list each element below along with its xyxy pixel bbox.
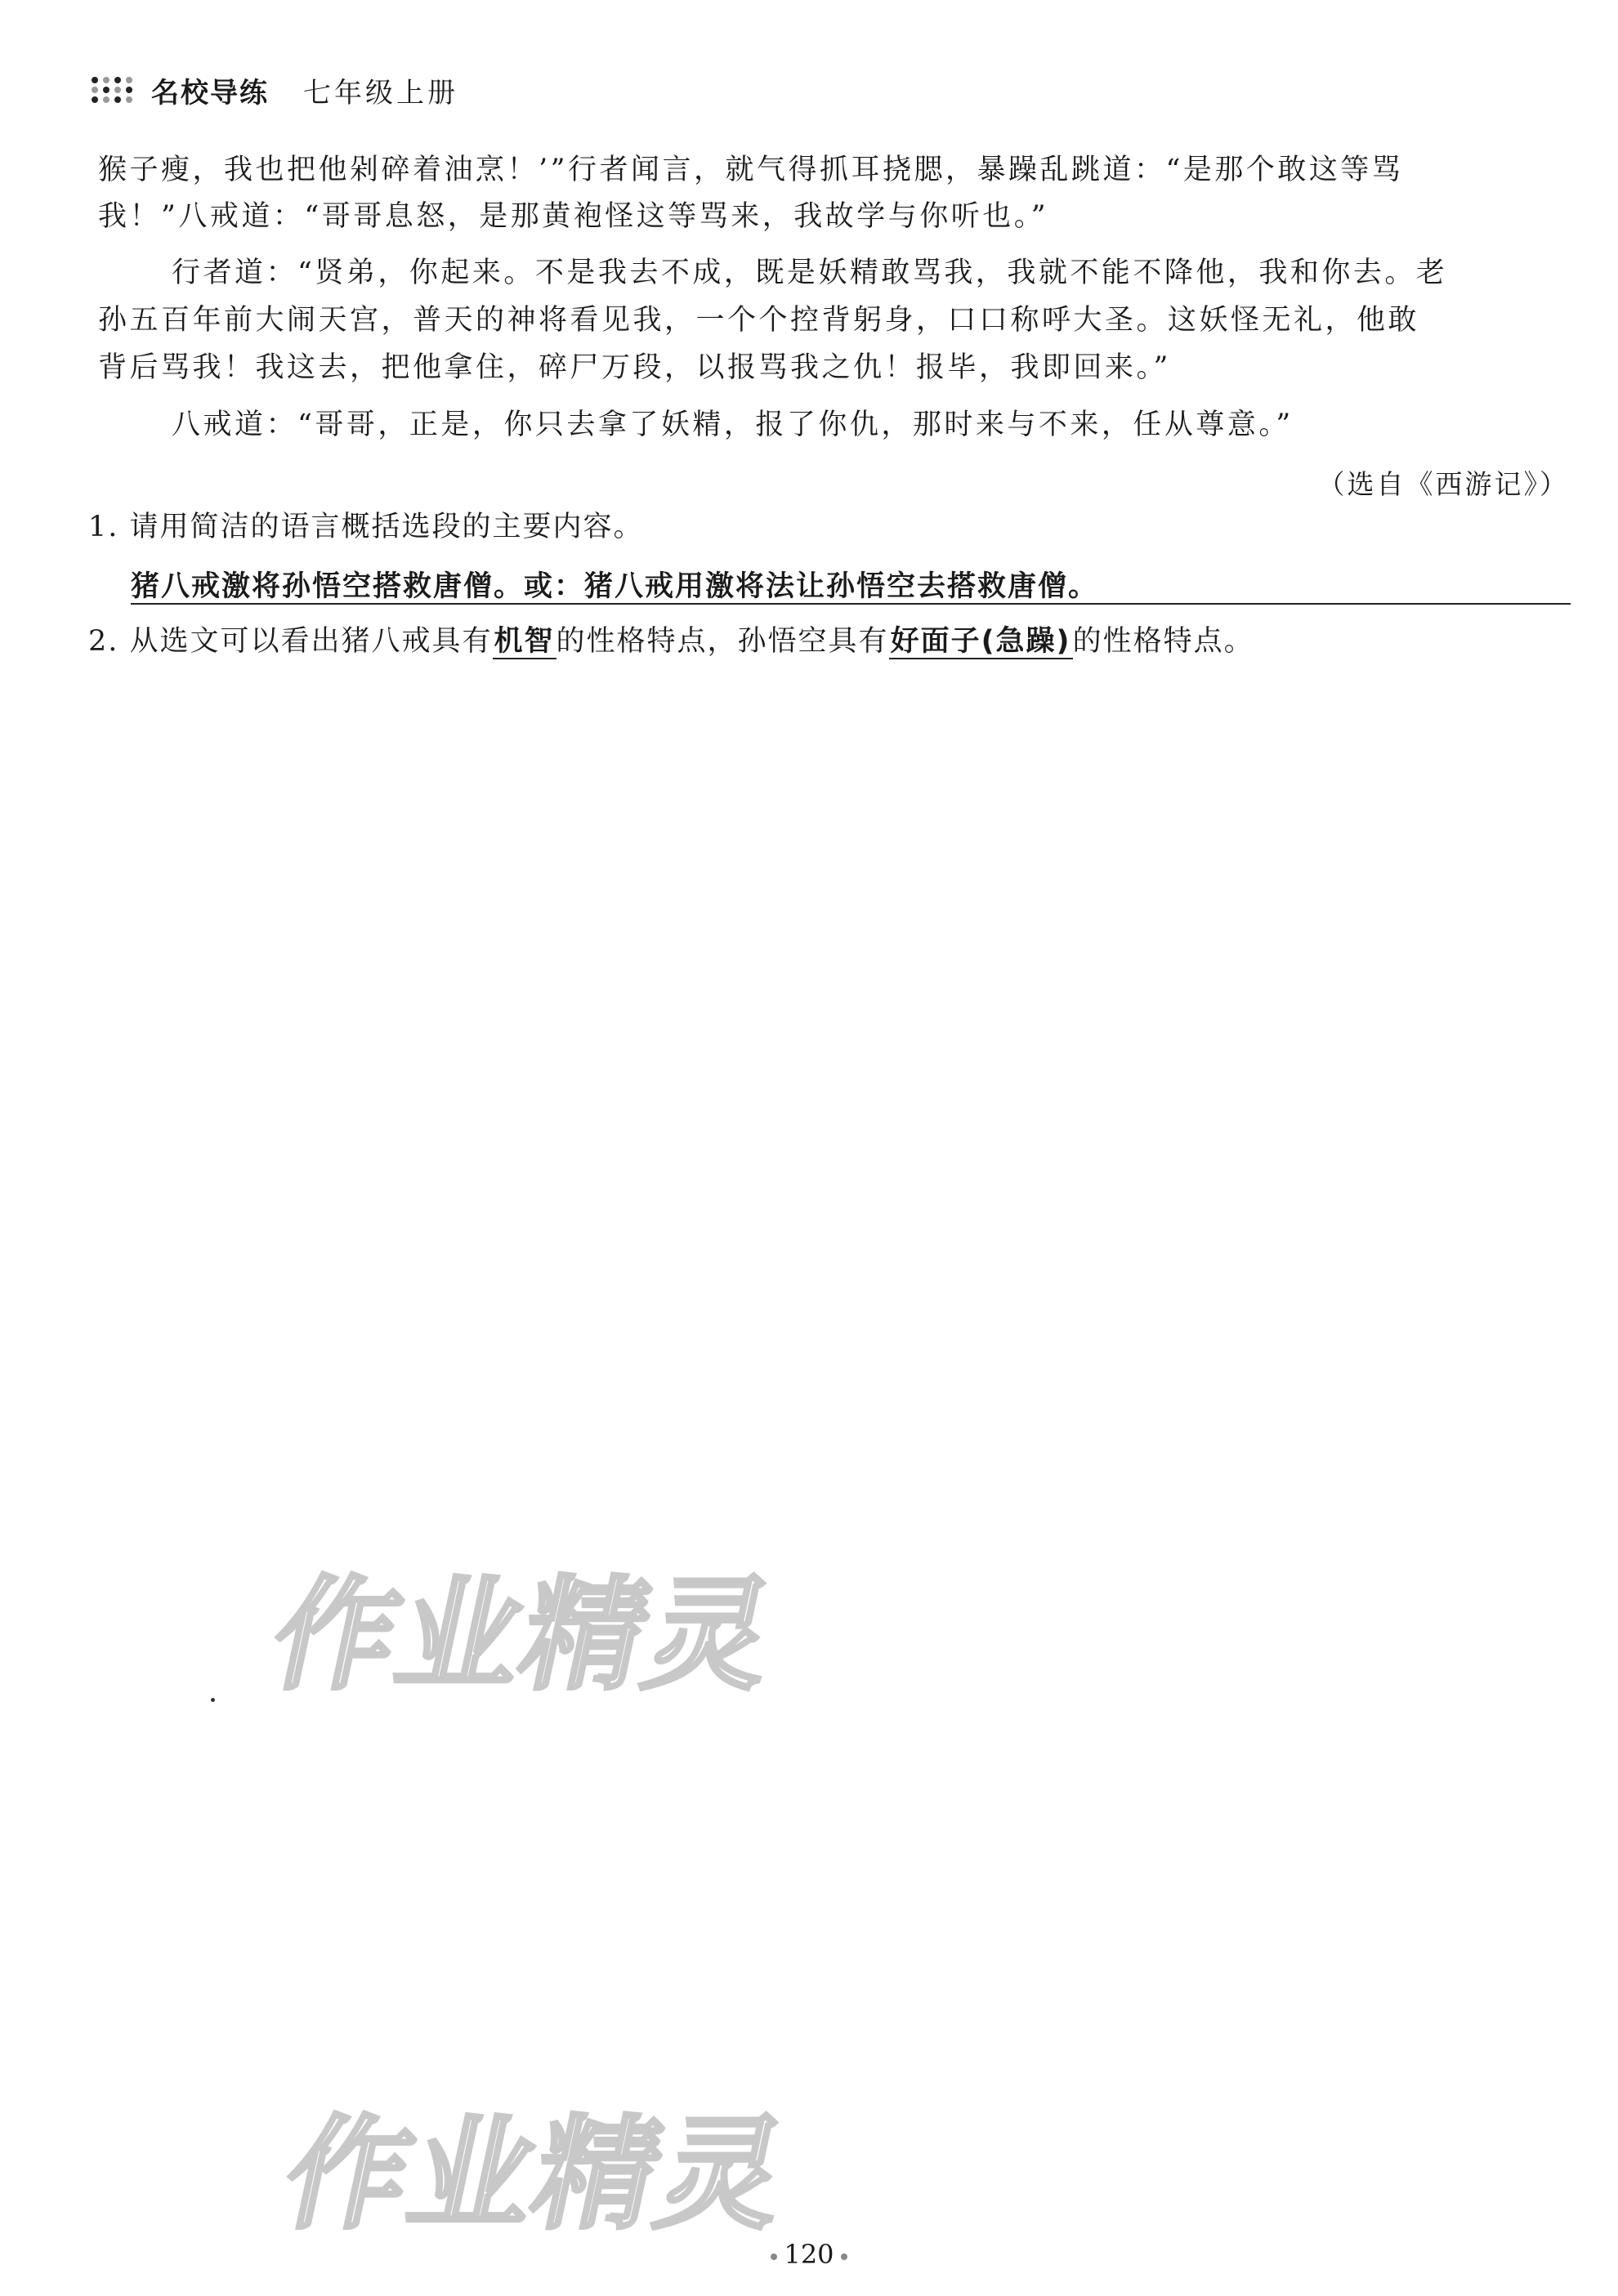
passage-line: 猴子瘦，我也把他剁碎着油烹！’”行者闻言，就气得抓耳挠腮，暴躁乱跳道：“是那个敢这等骂	[98, 154, 1404, 186]
question-2-prefix: 2. 从选文可以看出猪八戒具有	[88, 625, 493, 658]
page-number-value: 120	[784, 2239, 834, 2270]
answer-line	[131, 564, 1571, 605]
passage-source: （选自《西游记》）	[1317, 468, 1569, 500]
series-title: 名校导练	[151, 76, 269, 109]
question-2	[88, 625, 1254, 658]
page-number	[0, 2239, 1618, 2270]
scan-speck	[211, 1698, 215, 1702]
passage-line: 行者道：“贤弟，你起来。不是我去不成，既是妖精敢骂我，我就不能不降他，我和你去。老	[172, 257, 1448, 289]
question-2-suffix: 的性格特点。	[1072, 625, 1254, 658]
answer-1: 猪八戒激将孙悟空搭救唐僧。或：猪八戒用激将法让孙悟空去搭救唐僧。	[131, 570, 1099, 603]
answer-blank-2: 好面子(急躁)	[890, 625, 1071, 658]
question-1: 1. 请用简洁的语言概括选段的主要内容。	[88, 511, 644, 543]
passage-line: 八戒道：“哥哥，正是，你只去拿了妖精，报了你仇，那时来与不来，任从尊意。”	[172, 409, 1294, 441]
passage-line: 背后骂我！我这去，把他拿住，碎尸万段，以报骂我之仇！报毕，我即回来。”	[98, 351, 1171, 384]
passage-line: 我！”八戒道：“哥哥息怒，是那黄袍怪这等骂来，我故学与你听也。”	[98, 200, 1049, 233]
passage-line: 孙五百年前大闹天宫，普天的神将看见我，一个个控背躬身，口口称呼大圣。这妖怪无礼，他敢	[98, 304, 1420, 337]
watermark: 作业精灵	[272, 2104, 800, 2246]
dots-logo-icon	[92, 77, 133, 103]
question-2-middle: 的性格特点，孙悟空具有	[556, 625, 889, 658]
grade-label: 七年级上册	[303, 76, 458, 109]
watermark: 作业精灵	[260, 1565, 788, 1707]
page-header	[92, 65, 458, 114]
answer-blank-1: 机智	[494, 625, 555, 658]
